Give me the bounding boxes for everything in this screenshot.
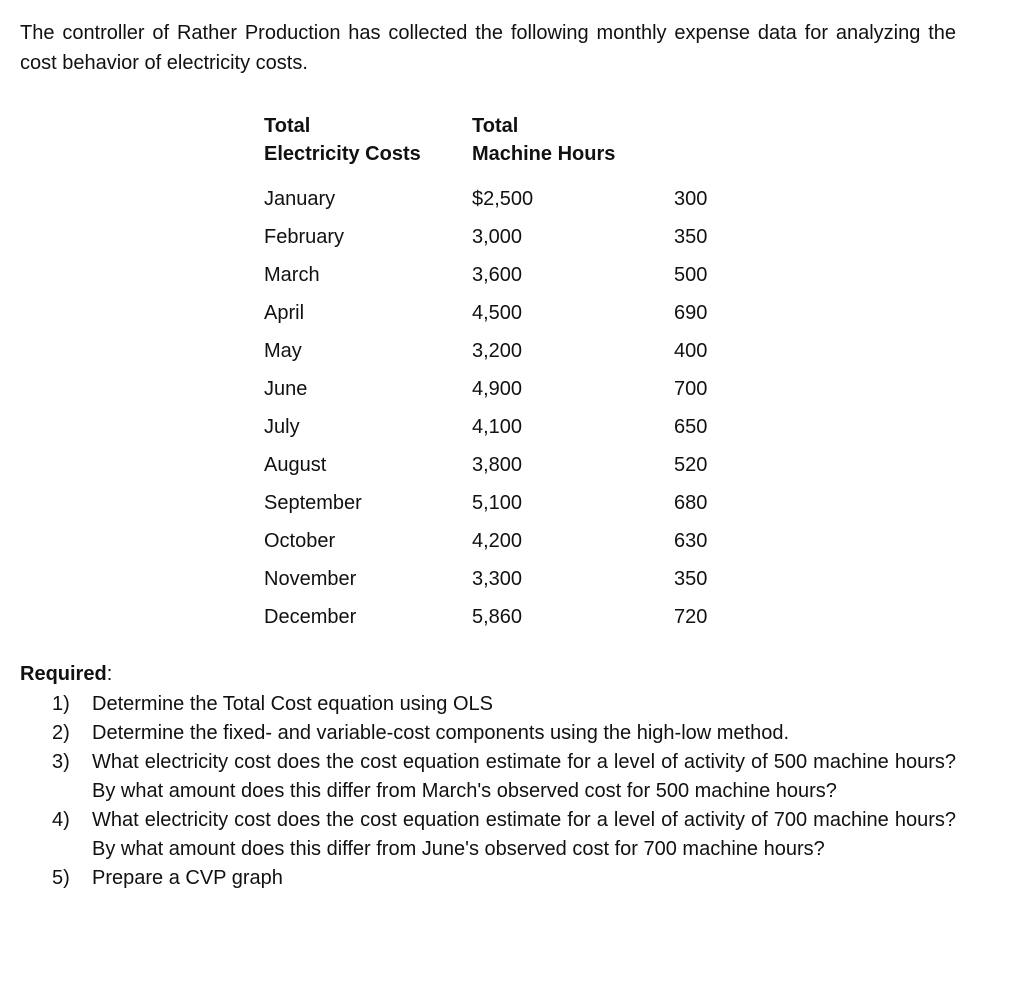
month-cell: April bbox=[264, 302, 305, 324]
required-heading bbox=[20, 660, 112, 688]
hours-cell: 350 bbox=[674, 568, 708, 590]
month-cell: July bbox=[264, 416, 300, 438]
list-item bbox=[52, 690, 956, 719]
hours-cell: 720 bbox=[674, 606, 708, 628]
list-item bbox=[52, 806, 956, 864]
month-cell: March bbox=[264, 264, 320, 286]
table-row bbox=[264, 560, 744, 598]
month-cell: June bbox=[264, 378, 308, 400]
table-row bbox=[264, 180, 744, 218]
task-number: 3) bbox=[52, 751, 70, 773]
hours-cell: 400 bbox=[674, 340, 708, 362]
cost-cell: 3,200 bbox=[472, 340, 523, 362]
cost-cell: 5,100 bbox=[472, 492, 523, 514]
hours-cell: 700 bbox=[674, 378, 708, 400]
table-row bbox=[264, 294, 744, 332]
hours-cell: 350 bbox=[674, 226, 708, 248]
header-col1-line1: Total bbox=[264, 115, 311, 137]
table-row bbox=[264, 598, 744, 636]
cost-cell: 3,800 bbox=[472, 454, 523, 476]
table-row bbox=[264, 256, 744, 294]
task-text: What electricity cost does the cost equation estimate for a level of activity of 700 machine hours? By what amount does this differ from June's observed cost for 700 machine hours? bbox=[92, 809, 956, 860]
cost-cell: 3,000 bbox=[472, 226, 523, 248]
task-number: 1) bbox=[52, 693, 70, 715]
hours-cell: 680 bbox=[674, 492, 708, 514]
task-number: 4) bbox=[52, 809, 70, 831]
task-text: Prepare a CVP graph bbox=[92, 867, 283, 889]
month-cell: October bbox=[264, 530, 336, 552]
month-cell: September bbox=[264, 492, 362, 514]
task-text: Determine the Total Cost equation using OLS bbox=[92, 693, 493, 715]
table-row bbox=[264, 370, 744, 408]
hours-cell: 520 bbox=[674, 454, 708, 476]
header-machine-hours bbox=[472, 112, 615, 168]
task-number: 2) bbox=[52, 722, 70, 744]
header-col2-line2: Machine Hours bbox=[472, 143, 616, 165]
required-colon: : bbox=[106, 663, 113, 685]
task-text: What electricity cost does the cost equation estimate for a level of activity of 500 machine hours? By what amount does this differ from March's observed cost for 500 machine hours? bbox=[92, 751, 956, 802]
header-electricity-costs bbox=[264, 112, 421, 168]
table-row bbox=[264, 332, 744, 370]
task-number: 5) bbox=[52, 867, 70, 889]
table-row bbox=[264, 484, 744, 522]
table-row bbox=[264, 408, 744, 446]
required-label: Required bbox=[20, 663, 107, 685]
table-row bbox=[264, 218, 744, 256]
list-item bbox=[52, 748, 956, 806]
list-item bbox=[52, 864, 956, 893]
cost-cell: 4,900 bbox=[472, 378, 523, 400]
table-body bbox=[264, 180, 744, 636]
table-row bbox=[264, 446, 744, 484]
list-item bbox=[52, 719, 956, 748]
intro-paragraph: The controller of Rather Production has collected the following monthly expense data for analyzing the cost behavior of electricity costs. bbox=[20, 22, 956, 74]
cost-cell: 4,200 bbox=[472, 530, 523, 552]
cost-cell: 5,860 bbox=[472, 606, 523, 628]
required-task-list bbox=[52, 690, 956, 893]
month-cell: January bbox=[264, 188, 336, 210]
table-row bbox=[264, 522, 744, 560]
hours-cell: 630 bbox=[674, 530, 708, 552]
month-cell: February bbox=[264, 226, 345, 248]
cost-cell: 3,300 bbox=[472, 568, 523, 590]
month-cell: May bbox=[264, 340, 302, 362]
hours-cell: 690 bbox=[674, 302, 708, 324]
task-text: Determine the fixed- and variable-cost components using the high-low method. bbox=[92, 722, 790, 744]
expense-table bbox=[264, 112, 744, 636]
table-header bbox=[264, 112, 744, 174]
hours-cell: 300 bbox=[674, 188, 708, 210]
cost-cell: 3,600 bbox=[472, 264, 523, 286]
hours-cell: 650 bbox=[674, 416, 708, 438]
cost-cell: $2,500 bbox=[472, 188, 534, 210]
cost-cell: 4,500 bbox=[472, 302, 523, 324]
cost-cell: 4,100 bbox=[472, 416, 523, 438]
month-cell: December bbox=[264, 606, 357, 628]
hours-cell: 500 bbox=[674, 264, 708, 286]
header-col2-line1: Total bbox=[472, 115, 519, 137]
month-cell: August bbox=[264, 454, 327, 476]
month-cell: November bbox=[264, 568, 357, 590]
header-col1-line2: Electricity Costs bbox=[264, 143, 421, 165]
